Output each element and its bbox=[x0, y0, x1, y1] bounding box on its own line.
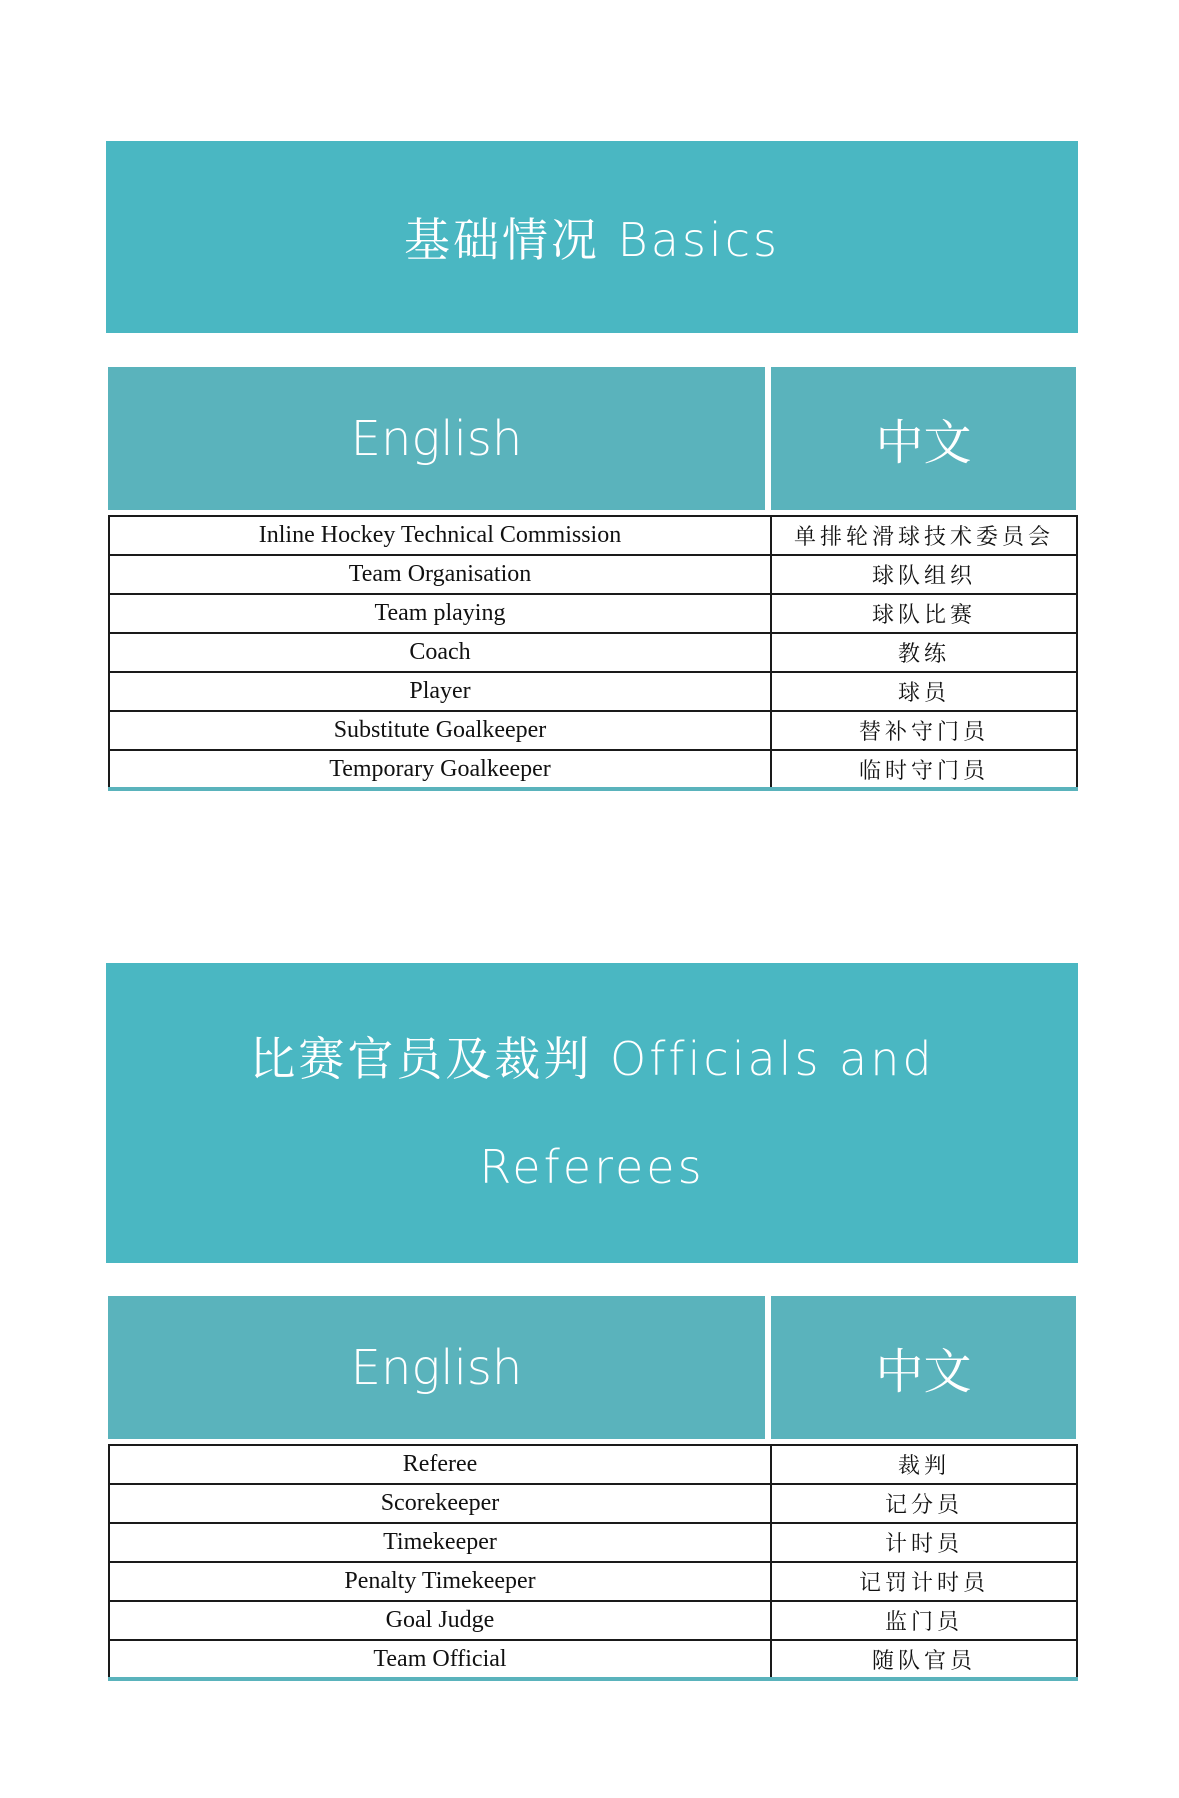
english-term: Penalty Timekeeper bbox=[109, 1562, 771, 1601]
english-term: Referee bbox=[109, 1445, 771, 1484]
section-title-text: 基础情况 Basics bbox=[404, 213, 780, 267]
table-row bbox=[109, 633, 1077, 672]
english-term: Temporary Goalkeeper bbox=[109, 750, 771, 789]
english-term: Goal Judge bbox=[109, 1601, 771, 1640]
table-row bbox=[109, 750, 1077, 789]
chinese-term: 计时员 bbox=[771, 1523, 1077, 1562]
table-row bbox=[109, 1640, 1077, 1679]
table-header-basics bbox=[108, 367, 1076, 510]
table-row bbox=[109, 1523, 1077, 1562]
section-title-basics bbox=[106, 141, 1078, 333]
chinese-term: 替补守门员 bbox=[771, 711, 1077, 750]
section-title-text: 比赛官员及裁判 Officials and Referees bbox=[249, 1032, 935, 1194]
chinese-term: 裁判 bbox=[771, 1445, 1077, 1484]
chinese-term: 临时守门员 bbox=[771, 750, 1077, 789]
english-term: Coach bbox=[109, 633, 771, 672]
table-row bbox=[109, 1445, 1077, 1484]
chinese-term: 球队组织 bbox=[771, 555, 1077, 594]
chinese-term: 单排轮滑球技术委员会 bbox=[771, 516, 1077, 555]
english-term: Team playing bbox=[109, 594, 771, 633]
english-term: Player bbox=[109, 672, 771, 711]
table-row bbox=[109, 594, 1077, 633]
chinese-term: 教练 bbox=[771, 633, 1077, 672]
english-term: Inline Hockey Technical Commission bbox=[109, 516, 771, 555]
table-row bbox=[109, 672, 1077, 711]
chinese-term: 记罚计时员 bbox=[771, 1562, 1077, 1601]
column-header-english: English bbox=[108, 1296, 765, 1439]
section-title-officials bbox=[106, 963, 1078, 1263]
glossary-table-officials bbox=[108, 1444, 1078, 1681]
column-header-chinese: 中文 bbox=[771, 367, 1076, 510]
table-row bbox=[109, 1484, 1077, 1523]
column-header-chinese: 中文 bbox=[771, 1296, 1076, 1439]
english-term: Team Organisation bbox=[109, 555, 771, 594]
english-term: Substitute Goalkeeper bbox=[109, 711, 771, 750]
chinese-term: 监门员 bbox=[771, 1601, 1077, 1640]
table-header-officials bbox=[108, 1296, 1076, 1439]
english-term: Timekeeper bbox=[109, 1523, 771, 1562]
table-row bbox=[109, 555, 1077, 594]
glossary-table-basics bbox=[108, 515, 1078, 791]
table-row bbox=[109, 516, 1077, 555]
chinese-term: 随队官员 bbox=[771, 1640, 1077, 1679]
english-term: Scorekeeper bbox=[109, 1484, 771, 1523]
column-header-english: English bbox=[108, 367, 765, 510]
table-row bbox=[109, 1601, 1077, 1640]
chinese-term: 球员 bbox=[771, 672, 1077, 711]
table-row bbox=[109, 711, 1077, 750]
chinese-term: 球队比赛 bbox=[771, 594, 1077, 633]
english-term: Team Official bbox=[109, 1640, 771, 1679]
chinese-term: 记分员 bbox=[771, 1484, 1077, 1523]
table-row bbox=[109, 1562, 1077, 1601]
